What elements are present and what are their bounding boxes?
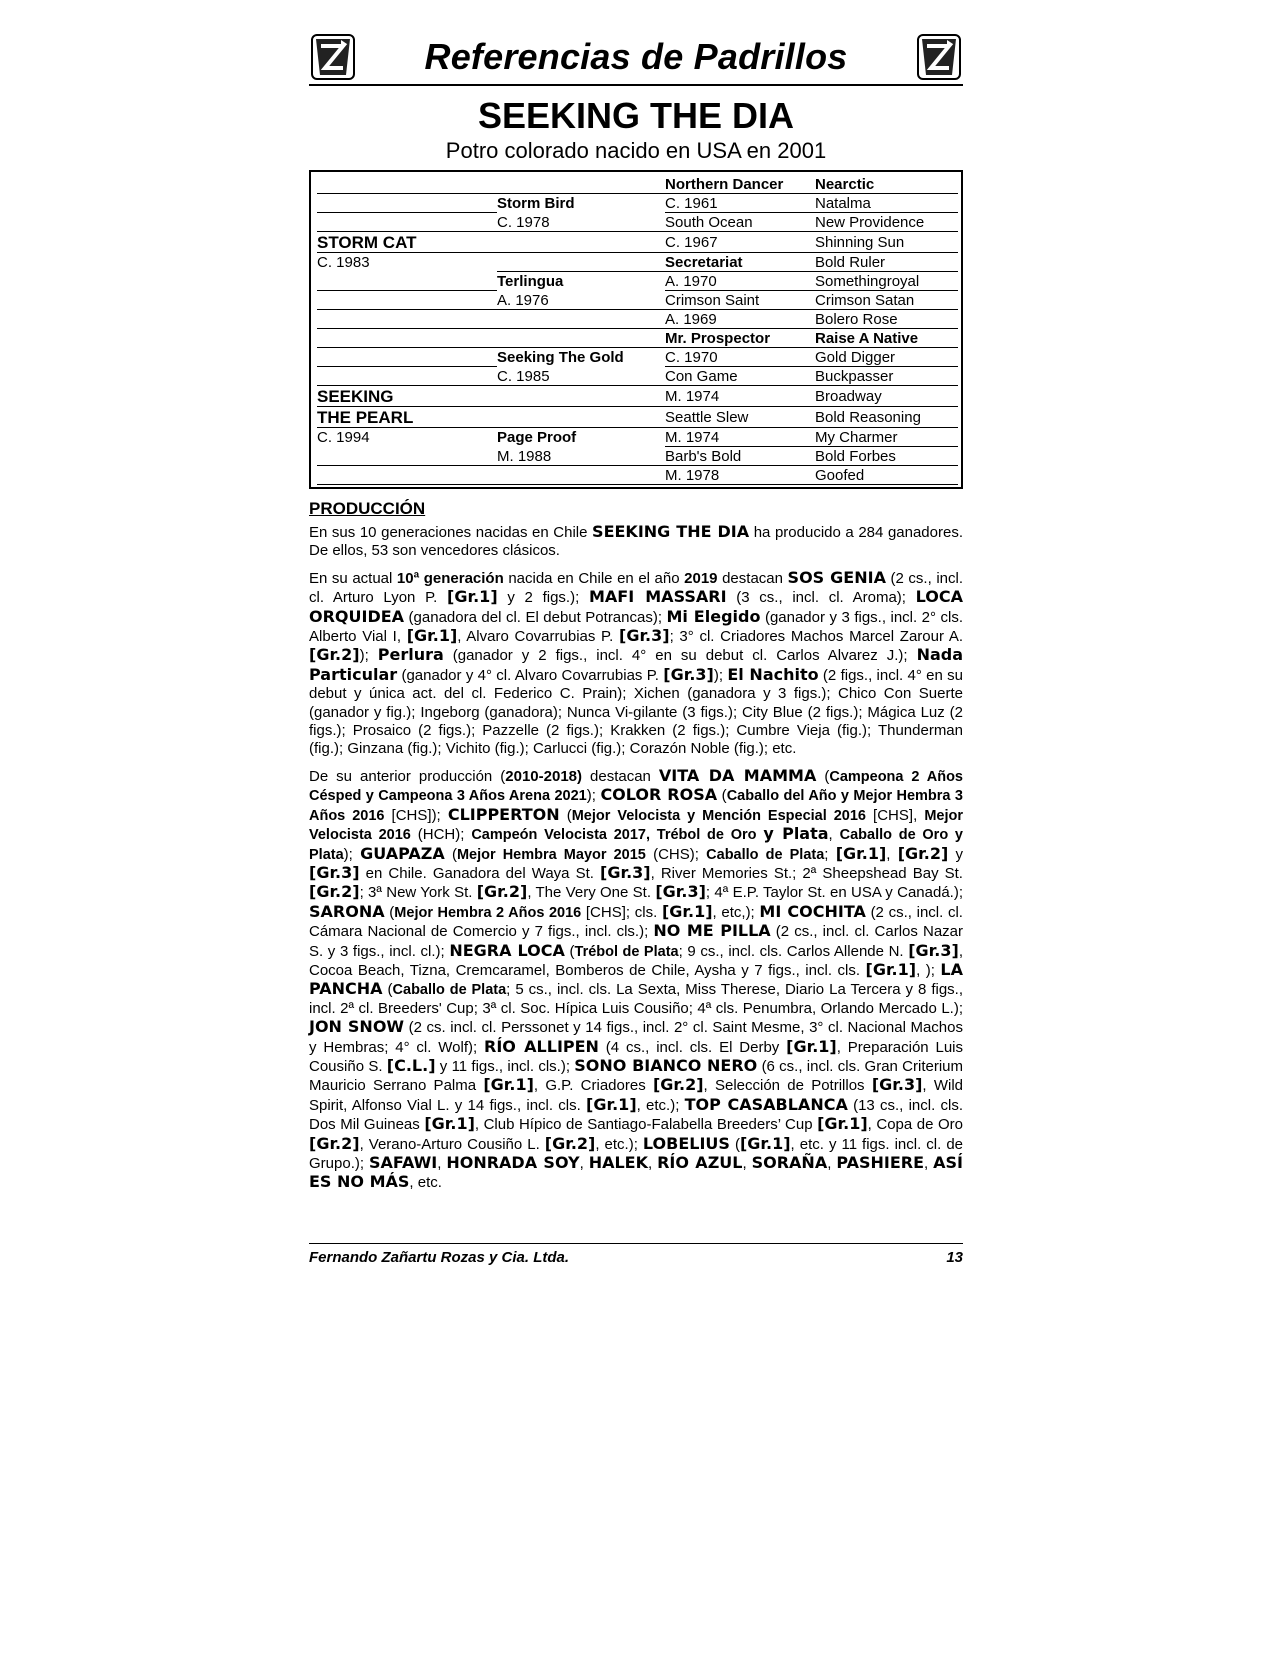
pedigree-cell: Crimson Satan [815, 291, 958, 310]
grade-badge: [Gr.2] [309, 645, 360, 665]
horse-name-run: RÍO AZUL [657, 1153, 743, 1172]
horse-name-run: JON SNOW [309, 1017, 405, 1037]
text-run: (2 figs., incl. 4° en su debut y única act. del cl. Federico C. Prain); Xichen (ganadora y 3 figs.); Chico Con Suerte (ganador y fig.); Ingeborg (ganadora); Nunca Vi-gilante (3 figs.); City Blue (2 figs.); Mágica Luz (2 figs.); Prosaico (2 figs.); Pazzelle (2 figs.); Krakken (2 figs.); Cumbre Vieja (fig.); Thunderman (fig.); Ginzana (fig.); Vichito (fig.); Carlucci (fig.); Corazón Noble (fig.); etc. [309, 666, 963, 758]
pedigree-row [317, 466, 961, 485]
horse-name-run: SONO BIANCO NERO [574, 1055, 758, 1075]
horse-name-run: LOBELIUS [642, 1133, 730, 1153]
pedigree-cell: A. 1970 [665, 272, 815, 291]
text-run: , [647, 1155, 658, 1172]
pedigree-cell [497, 466, 665, 485]
horse-name-run: SEEKING THE DIA [592, 522, 750, 541]
horse-subtitle: Potro colorado nacido en USA en 2001 [445, 138, 827, 163]
text-run: en Chile. Ganadora del Waya St. [359, 864, 601, 882]
text-run: ( [816, 767, 830, 785]
grade-badge: [Gr.1] [661, 901, 713, 921]
grade-badge: [Gr.1] [835, 843, 887, 863]
pedigree-row [317, 407, 961, 428]
header-title: Referencias de Padrillos [424, 36, 848, 77]
text-run: ( [717, 787, 727, 805]
pedigree-cell: Northern Dancer [665, 175, 815, 194]
horse-name-run: MAFI MASSARI [588, 587, 727, 607]
pedigree-row [317, 213, 961, 232]
grade-badge: [Gr.3] [309, 862, 360, 882]
text-run: (4 cs., incl. cls. El Derby [598, 1038, 787, 1056]
pedigree-cell [317, 213, 497, 232]
horse-name-run: HONRADA SOY [446, 1153, 580, 1172]
text-run: , Preparación Luis Cousiño S. [309, 1038, 964, 1075]
grade-badge: [C.L.] [386, 1055, 436, 1075]
pedigree-cell: C. 1967 [665, 232, 815, 253]
pedigree-row [317, 428, 961, 447]
text-run: , [437, 1155, 447, 1172]
pedigree-cell: Bolero Rose [815, 310, 958, 329]
pedigree-cell [317, 194, 497, 213]
text-run: , Cocoa Beach, Tizna, Cremcaramel, Bomberos de Chile, Aysha y 7 figs., incl. cls. [309, 942, 963, 979]
text-run: ( [444, 845, 457, 863]
pedigree-row [317, 348, 961, 367]
horse-name-run: NEGRA LOCA [449, 940, 565, 960]
horse-name-run: SOS GENIA [787, 567, 886, 587]
text-run: (ganador y 3 figs., incl. 2° cls. Alberto Vial I, [309, 608, 963, 646]
page-footer [309, 1243, 963, 1266]
pedigree-cell: M. 1978 [665, 466, 815, 485]
logo-icon [917, 34, 961, 80]
award-run: Campeona 2 Años Césped y Campeona 3 Años Arena 2021 [309, 768, 963, 805]
pedigree-cell: C. 1985 [497, 367, 665, 386]
text-run: ; 4ª E.P. Taylor St. en USA y Canadá.); [705, 884, 963, 902]
pedigree-cell: A. 1969 [665, 310, 815, 329]
award-run: Caballo de Oro y Plata [309, 827, 963, 863]
grade-badge: [Gr.2] [309, 882, 360, 902]
pedigree-cell: M. 1974 [665, 428, 815, 447]
pedigree-cell [497, 232, 665, 253]
text-run: , [742, 1155, 752, 1172]
horse-name: SEEKING THE DIA [477, 95, 795, 136]
text-run: En su actual [309, 569, 397, 587]
text-run: , [886, 845, 898, 863]
pedigree-cell: Gold Digger [815, 348, 958, 367]
pedigree-row [317, 272, 961, 291]
pedigree-cell: Goofed [815, 466, 958, 485]
text-run: , ); [916, 961, 941, 979]
award-run: Caballo de Plata [392, 982, 507, 999]
page-number: 13 [946, 1249, 963, 1266]
text-run: (2 cs., incl. cl. Cámara Nacional de Comercio y 7 figs., incl. cls.); [309, 903, 963, 941]
text-run: ( [564, 942, 575, 960]
horse-name-run: Nada Particular [309, 645, 963, 684]
horse-name-run: ASÍ ES NO MÁS [309, 1153, 963, 1192]
grade-badge: [Gr.1] [406, 626, 458, 646]
horse-name-run: HALEK [588, 1153, 648, 1172]
text-run: y [948, 845, 963, 863]
pedigree-cell [497, 407, 665, 428]
text-run: , The Very One St. [527, 884, 656, 902]
text-run: , etc.); [595, 1135, 643, 1153]
horse-name-run: El Nachito [727, 664, 819, 684]
pedigree-cell: Shinning Sun [815, 232, 958, 253]
text-run: , etc.); [636, 1096, 685, 1114]
pedigree-cell [317, 466, 497, 485]
horse-name-run: VITA DA MAMMA [658, 765, 817, 785]
pedigree-row [317, 291, 961, 310]
pedigree-cell [497, 253, 665, 272]
text-run: , etc. [409, 1174, 442, 1192]
text-run: De su anterior producción ( [309, 767, 506, 785]
pedigree-row [317, 447, 961, 466]
grade-badge: [Gr.1] [865, 959, 917, 979]
text-run: ); [586, 787, 601, 805]
bold-run: 2019 [684, 569, 718, 587]
pedigree-cell: Page Proof [497, 429, 577, 446]
grade-badge: [Gr.2] [652, 1075, 704, 1095]
text-run: ( [729, 1135, 740, 1153]
pedigree-cell: Seattle Slew [665, 407, 815, 428]
text-run: (HCH); [410, 826, 472, 844]
pedigree-cell: STORM CAT [317, 232, 497, 253]
horse-name-run: LA PANCHA [309, 959, 963, 999]
text-run: (6 cs., incl. cls. Gran Criterium Mauricio Serrano Palma [309, 1057, 964, 1095]
text-run: (ganadora del cl. El debut Potrancas); [404, 608, 667, 626]
grade-badge: [Gr.2] [544, 1133, 596, 1153]
horse-name-run: GUAPAZA [360, 843, 445, 863]
pedigree-cell: Con Game [665, 367, 815, 386]
text-run: (2 cs., incl. cl. Carlos Nazar S. y 3 figs., incl. cl.); [309, 923, 964, 960]
text-run: y 11 figs., incl. cls.); [435, 1057, 575, 1075]
pedigree-cell: C. 1961 [665, 194, 815, 213]
section-title: PRODUCCIÓN [309, 499, 426, 518]
pedigree-cell: Natalma [815, 194, 958, 213]
pedigree-cell: Broadway [815, 386, 958, 407]
text-run: (ganador y 4° cl. Alvaro Covarrubias P. [397, 666, 664, 684]
text-run: , Verano-Arturo Cousiño L. [359, 1135, 545, 1153]
text-run: (2 cs., incl. cl. Arturo Lyon P. [309, 569, 963, 607]
text-run: (3 cs., incl. cl. Aroma); [726, 589, 916, 607]
pedigree-cell: Storm Bird [497, 195, 575, 212]
production-paragraph [309, 523, 963, 561]
grade-badge: [Gr.3] [600, 862, 651, 882]
text-run: ( [382, 981, 393, 999]
award-run: Campeón Velocista 2017, Trébol de Oro [471, 827, 757, 844]
pedigree-row [317, 386, 961, 407]
pedigree-cell: Somethingroyal [815, 272, 958, 291]
award-run: Mejor Velocista y Mención Especial 2016 [571, 807, 866, 824]
grade-badge: [Gr.3] [871, 1075, 923, 1095]
grade-badge: [Gr.1] [786, 1036, 837, 1056]
grade-badge: [Gr.2] [309, 1133, 360, 1153]
grade-badge: [Gr.2] [476, 882, 528, 902]
grade-badge: [Gr.1] [483, 1075, 534, 1095]
horse-name-run: MI COCHITA [759, 901, 866, 921]
pedigree-cell: M. 1988 [497, 447, 665, 466]
text-run: , Alvaro Covarrubias P. [457, 628, 619, 646]
text-run: , Selección de Potrillos [703, 1077, 872, 1095]
bold-run: 2010-2018) [505, 767, 583, 785]
pedigree-cell: Raise A Native [815, 329, 958, 348]
pedigree-cell: Barb's Bold [665, 447, 815, 466]
pedigree-cell: Buckpasser [815, 367, 958, 386]
pedigree-cell: Bold Ruler [815, 253, 958, 272]
pedigree-cell: Seeking The Gold [497, 349, 624, 366]
pedigree-cell: C. 1978 [497, 213, 665, 232]
pedigree-cell: THE PEARL [317, 407, 497, 428]
text-run: destacan [582, 767, 659, 785]
pedigree-cell: C. 1994 [317, 429, 370, 446]
text-run: , etc,); [712, 903, 760, 921]
pedigree-cell: C. 1983 [317, 254, 370, 271]
horse-name-run: SARONA [309, 901, 385, 921]
page-header [309, 28, 963, 86]
text-run: (13 cs., incl. cls. Dos Mil Guineas [309, 1096, 964, 1134]
horse-name-run: y Plata [763, 824, 829, 844]
text-run: (CHS); [645, 845, 707, 863]
pedigree-row [317, 194, 961, 213]
footer-company: Fernando Zañartu Rozas y Cia. Ltda. [309, 1249, 570, 1266]
grade-badge: [Gr.1] [424, 1114, 475, 1134]
grade-badge: [Gr.3] [619, 626, 670, 646]
pedigree-cell [317, 291, 497, 310]
grade-badge: [Gr.3] [655, 882, 706, 902]
pedigree-table [309, 170, 963, 489]
horse-name-run: COLOR ROSA [600, 785, 718, 805]
award-run: Mejor Velocista 2016 [309, 807, 963, 844]
horse-name-run: Perlura [377, 645, 444, 665]
pedigree-cell [497, 386, 665, 407]
text-run: ); [343, 845, 361, 863]
pedigree-cell [497, 175, 665, 194]
bold-run: 10ª generación [396, 569, 504, 587]
page [309, 28, 963, 1201]
text-run: , [828, 826, 840, 844]
pedigree-cell: Secretariat [665, 253, 815, 272]
text-run: ; 9 cs., incl. cls. Carlos Allende N. [678, 942, 909, 960]
text-run: ; 3ª New York St. [359, 884, 477, 902]
pedigree-cell: My Charmer [815, 428, 958, 447]
grade-badge: [Gr.2] [897, 843, 949, 863]
award-run: Mejor Hembra Mayor 2015 [456, 846, 646, 863]
horse-name-run: NO ME PILLA [653, 921, 771, 941]
award-run: Caballo de Plata [706, 846, 825, 863]
pedigree-cell: Mr. Prospector [665, 329, 815, 348]
horse-name-run: LOCA ORQUIDEA [309, 587, 964, 626]
pedigree-cell [317, 310, 497, 329]
pedigree-cell: C. 1970 [665, 348, 815, 367]
pedigree-row [317, 367, 961, 386]
text-run: ; 5 cs., incl. cls. La Sexta, Miss Therese, Diario La Tercera y 8 figs., incl. 2ª cl. Breeders' Cup; 3ª cl. Soc. Hípica Luis Cousiño; 4ª cls. Penumbra, Orlando Mercado L.); [309, 981, 963, 1017]
grade-badge: [Gr.3] [663, 664, 714, 684]
text-run: (2 cs. incl. cl. Perssonet y 14 figs., incl. 2° cl. Saint Mesme, 3° cl. Nacional Machos y Hembras; 4° cl. Wolf); [309, 1019, 963, 1056]
pedigree-cell: Bold Reasoning [815, 407, 958, 428]
horse-name-run: SORAÑA [751, 1153, 828, 1172]
grade-badge: [Gr.3] [908, 940, 959, 960]
pedigree-cell [497, 310, 665, 329]
text-run: , River Memories St.; 2ª Sheepshead Bay St. [650, 864, 963, 882]
pedigree-row [317, 175, 961, 194]
text-run: ; [824, 845, 836, 863]
text-run: ( [559, 806, 572, 824]
award-run: Trébol de Plata [574, 943, 679, 960]
text-run: (ganador y 2 figs., incl. 4° en su debut cl. Carlos Alvarez J.); [443, 647, 917, 665]
grade-badge: [Gr.1] [586, 1094, 637, 1114]
pedigree-cell [317, 175, 497, 194]
text-run: , [579, 1155, 589, 1172]
text-run: , Copa de Oro [867, 1116, 963, 1134]
text-run: , Wild Spirit, Alfonso Vial L. y 14 figs., incl. cls. [309, 1077, 963, 1114]
text-run: , [924, 1155, 934, 1172]
horse-name-run: SAFAWI [368, 1153, 438, 1172]
pedigree-row [317, 253, 961, 272]
horse-name-run: Mi Elegido [666, 606, 761, 626]
pedigree-cell: M. 1974 [665, 386, 815, 407]
horse-name-run: RÍO ALLIPEN [484, 1036, 599, 1056]
text-run: , [827, 1155, 837, 1172]
horse-name-run: TOP CASABLANCA [684, 1094, 848, 1114]
pedigree-cell: Terlingua [497, 273, 564, 290]
text-run: [CHS]); [384, 806, 448, 824]
text-run: En sus 10 generaciones nacidas en Chile [309, 524, 593, 541]
production-paragraph [309, 767, 963, 1193]
award-run: Mejor Hembra 2 Años 2016 [394, 904, 582, 921]
horse-name-run: CLIPPERTON [447, 804, 560, 824]
pedigree-cell [497, 329, 665, 348]
grade-badge: [Gr.1] [739, 1133, 791, 1153]
grade-badge: [Gr.1] [817, 1114, 868, 1134]
horse-name-run: PASHIERE [836, 1153, 924, 1172]
text-run: , G.P. Criadores [533, 1077, 653, 1095]
pedigree-cell [317, 272, 497, 291]
pedigree-cell: Nearctic [815, 175, 958, 194]
pedigree-cell: New Providence [815, 213, 958, 232]
text-run: ; 3° cl. Criadores Machos Marcel Zarour A. [669, 628, 964, 646]
text-run: ); [359, 647, 378, 665]
grade-badge: [Gr.1] [447, 587, 498, 607]
text-run: [CHS], [865, 806, 925, 824]
text-run: destacan [717, 569, 788, 587]
pedigree-cell: South Ocean [665, 213, 815, 232]
text-run: [CHS]; cls. [581, 903, 662, 921]
text-run: , etc. y 11 figs. incl. cl. de Grupo.); [309, 1135, 964, 1172]
text-run: y 2 figs.); [497, 589, 589, 607]
text-run: ha producido a 284 ganadores. De ellos, 53 son vencedores clásicos. [309, 524, 963, 560]
pedigree-cell: SEEKING [317, 386, 497, 407]
text-run: ( [384, 903, 395, 921]
text-run: nacida en Chile en el año [503, 569, 685, 587]
pedigree-cell [317, 329, 497, 348]
pedigree-cell: Bold Forbes [815, 447, 958, 466]
pedigree-row [317, 329, 961, 348]
pedigree-row [317, 232, 961, 253]
text-run: , Club Hípico de Santiago-Falabella Breeders’ Cup [474, 1116, 818, 1134]
production-paragraph [309, 569, 963, 759]
award-run: Caballo del Año y Mejor Hembra 3 Años 2016 [309, 788, 963, 824]
pedigree-cell: A. 1976 [497, 291, 665, 310]
pedigree-row [317, 310, 961, 329]
pedigree-cell [317, 447, 497, 466]
pedigree-cell [317, 367, 497, 386]
pedigree-cell [317, 348, 497, 367]
text-run: ); [713, 666, 728, 684]
pedigree-cell: Crimson Saint [665, 291, 815, 310]
